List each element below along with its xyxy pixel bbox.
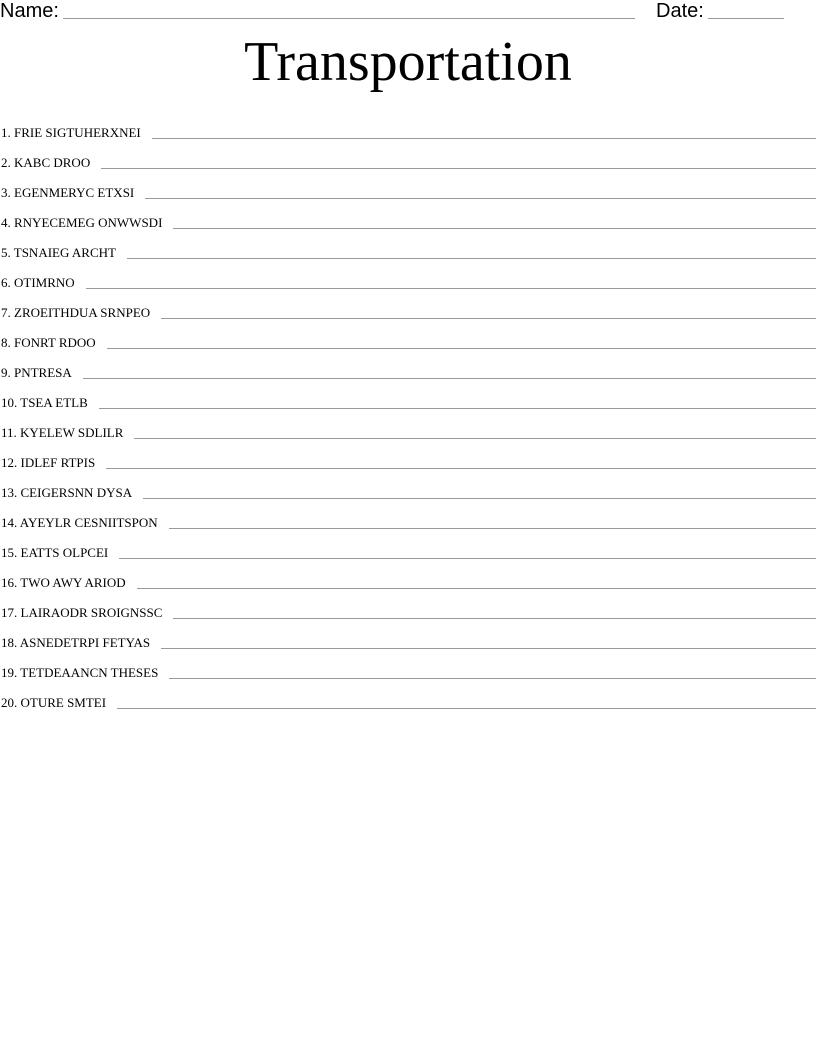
question-text: 19. TETDEAANCN THESES — [1, 665, 159, 680]
question-text: 10. TSEA ETLB — [1, 395, 88, 410]
question-text: 18. ASNEDETRPI FETYAS — [1, 635, 151, 650]
answer-line[interactable] — [173, 618, 816, 619]
question-text: 15. EATTS OLPCEI — [1, 545, 109, 560]
answer-line[interactable] — [145, 198, 816, 199]
question-text: 3. EGENMERYC ETXSI — [1, 185, 135, 200]
answer-line[interactable] — [83, 378, 816, 379]
question-row — [0, 652, 816, 682]
question-text: 2. KABC DROO — [1, 155, 91, 170]
question-text: 7. ZROEITHDUA SRNPEO — [1, 305, 151, 320]
question-row — [0, 352, 816, 382]
question-list — [0, 112, 816, 712]
question-text: 11. KYELEW SDLILR — [1, 425, 124, 440]
question-text: 8. FONRT RDOO — [1, 335, 96, 350]
question-text: 20. OTURE SMTEI — [1, 695, 107, 710]
answer-line[interactable] — [117, 708, 816, 709]
question-row — [0, 622, 816, 652]
date-field[interactable] — [708, 18, 784, 19]
question-row — [0, 322, 816, 352]
answer-line[interactable] — [137, 588, 816, 589]
question-row — [0, 112, 816, 142]
question-row — [0, 172, 816, 202]
page-title: Transportation — [244, 31, 572, 93]
answer-line[interactable] — [143, 498, 816, 499]
name-label: Name: — [0, 0, 59, 22]
question-row — [0, 232, 816, 262]
question-row — [0, 682, 816, 712]
answer-line[interactable] — [101, 168, 816, 169]
question-row — [0, 292, 816, 322]
answer-line[interactable] — [86, 288, 816, 289]
question-row — [0, 532, 816, 562]
question-row — [0, 262, 816, 292]
question-text: 16. TWO AWY ARIOD — [1, 575, 126, 590]
question-text: 14. AYEYLR CESNIITSPON — [1, 515, 158, 530]
question-row — [0, 412, 816, 442]
question-row — [0, 562, 816, 592]
answer-line[interactable] — [152, 138, 816, 139]
question-text: 12. IDLEF RTPIS — [1, 455, 96, 470]
question-row — [0, 202, 816, 232]
question-row — [0, 142, 816, 172]
answer-line[interactable] — [134, 438, 816, 439]
question-text: 13. CEIGERSNN DYSA — [1, 485, 133, 500]
question-row — [0, 472, 816, 502]
question-row — [0, 592, 816, 622]
answer-line[interactable] — [169, 678, 816, 679]
answer-line[interactable] — [161, 318, 816, 319]
name-field[interactable] — [63, 18, 635, 19]
question-text: 17. LAIRAODR SROIGNSSC — [1, 605, 163, 620]
answer-line[interactable] — [106, 468, 816, 469]
question-text: 1. FRIE SIGTUHERXNEI — [1, 125, 141, 140]
question-row — [0, 442, 816, 472]
answer-line[interactable] — [161, 648, 816, 649]
worksheet-header — [0, 0, 816, 24]
answer-line[interactable] — [119, 558, 816, 559]
answer-line[interactable] — [99, 408, 816, 409]
question-row — [0, 382, 816, 412]
question-text: 4. RNYECEMEG ONWWSDI — [1, 215, 163, 230]
question-row — [0, 502, 816, 532]
date-label: Date: — [656, 0, 704, 22]
answer-line[interactable] — [127, 258, 816, 259]
answer-line[interactable] — [173, 228, 816, 229]
question-text: 6. OTIMRNO — [1, 275, 75, 290]
question-text: 9. PNTRESA — [1, 365, 72, 380]
question-text: 5. TSNAIEG ARCHT — [1, 245, 116, 260]
answer-line[interactable] — [107, 348, 816, 349]
answer-line[interactable] — [169, 528, 816, 529]
